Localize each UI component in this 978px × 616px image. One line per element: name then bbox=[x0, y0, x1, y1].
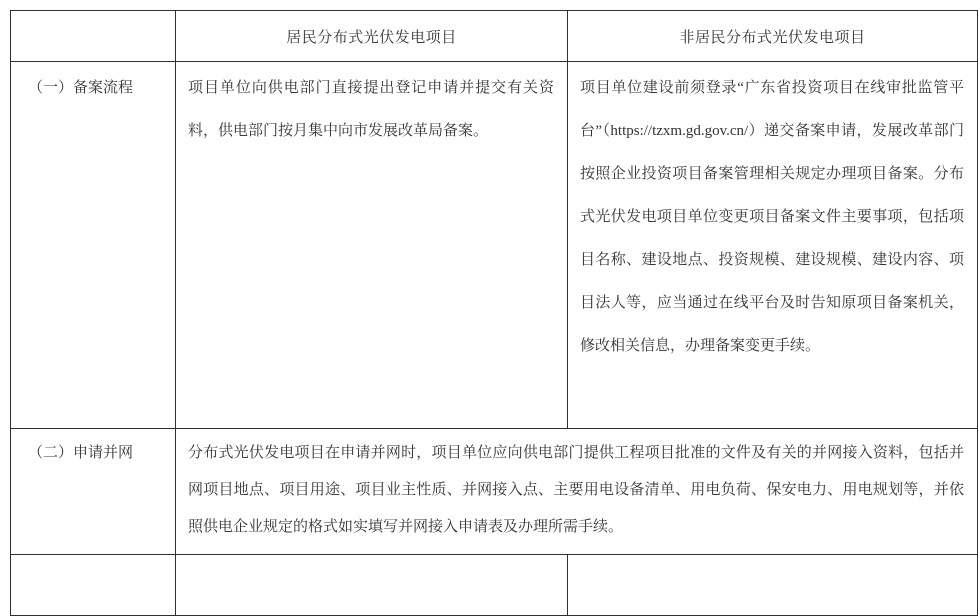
grid-row-label: （二）申请并网 bbox=[28, 445, 134, 461]
filing-resident-cell bbox=[176, 62, 568, 429]
filing-non-resident-cell bbox=[568, 62, 978, 429]
header-resident-label: 居民分布式光伏发电项目 bbox=[286, 29, 457, 46]
filing-resident-text: 项目单位向供电部门直接提出登记申请并提交有关资料，供电部门按月集中向市发展改革局备案。 bbox=[188, 80, 554, 139]
filing-row-label: （一）备案流程 bbox=[28, 80, 134, 96]
grid-merged-text: 分布式光伏发电项目在申请并网时，项目单位应向供电部门提供工程项目批准的文件及有关的并网接入资料，包括并网项目地点、项目用途、项目业主性质、并网接入点、主要用电设备清单、用电负荷、保安电力、用电规划等，并依照供电企业规定的格式如实填写并网接入申请表及办理所需手续。 bbox=[188, 445, 964, 535]
filing-non-resident-text: 项目单位建设前须登录“广东省投资项目在线审批监管平台”（https://tzxm.gd.gov.cn/）递交备案申请，发展改革部门按照企业投资项目备案管理相关规定办理项目备案。分布式光伏发电项目单位变更项目备案文件主要事项，包括项目名称、建设地点、投资规模、建设规模、建设内容、项目法人等，应当通过在线平台及时告知原项目备案机关，修改相关信息，办理备案变更手续。 bbox=[580, 80, 964, 354]
header-resident-cell bbox=[176, 11, 568, 62]
table-row-grid-connection bbox=[11, 429, 978, 555]
header-corner-cell bbox=[11, 11, 176, 62]
partial-cell-2 bbox=[176, 555, 568, 616]
table-header-row bbox=[11, 11, 978, 62]
header-non-resident-cell bbox=[568, 11, 978, 62]
filing-label-cell bbox=[11, 62, 176, 429]
table-row-filing-process bbox=[11, 62, 978, 429]
partial-cell-3 bbox=[568, 555, 978, 616]
partial-cell-1 bbox=[11, 555, 176, 616]
header-non-resident-label: 非居民分布式光伏发电项目 bbox=[679, 29, 866, 46]
table-row-partial-cutoff bbox=[11, 555, 978, 616]
grid-label-cell bbox=[11, 429, 176, 555]
pv-project-procedure-table bbox=[10, 10, 978, 616]
grid-merged-cell bbox=[176, 429, 978, 555]
